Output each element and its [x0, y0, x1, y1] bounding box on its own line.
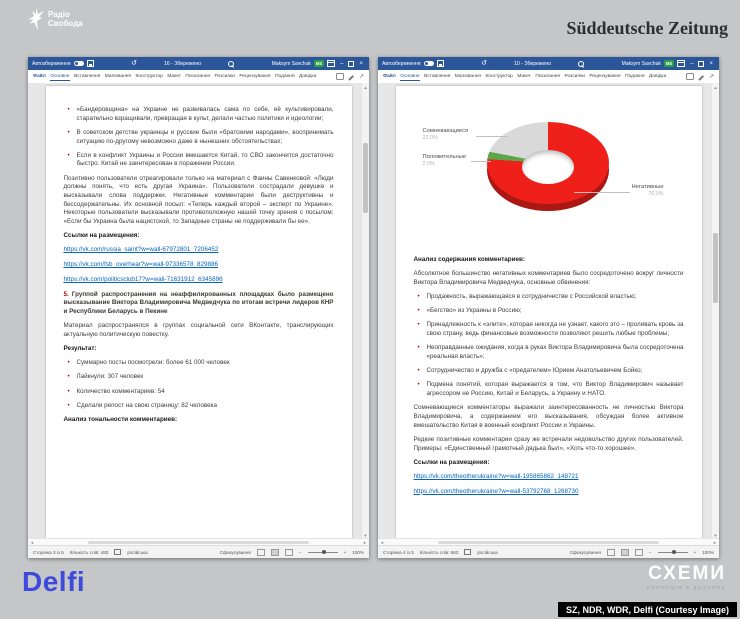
user-name[interactable]: Maksym Savchuk: [271, 60, 311, 67]
list-item: • Подмена понятий, которая выражается в том, что Виктор Владимирович называет агрессором не Россию, Китай и Беларусь, а Украину и НАТО.: [416, 381, 684, 398]
tab-home[interactable]: Основне: [50, 73, 70, 79]
title-bar: [28, 57, 369, 70]
document-page[interactable]: [396, 86, 702, 538]
leader-line: [476, 136, 508, 137]
scroll-down-icon[interactable]: ▼: [713, 532, 718, 538]
ribbon-options-icon[interactable]: [677, 60, 685, 67]
share-icon[interactable]: ↗: [708, 73, 714, 80]
web-layout-icon[interactable]: [635, 549, 643, 556]
zoom-slider[interactable]: [308, 552, 338, 553]
tone-heading: Анализ тональности комментариев:: [63, 415, 178, 423]
radio-svoboda-text: Радіо Свобода: [48, 9, 83, 28]
result-list: [64, 359, 334, 410]
scrollbar-thumb[interactable]: [713, 233, 718, 303]
list-item: • Если в конфликт Украины и России вмешается Китай, то СВО закончится достаточно быстро. Китай не заинтересован в поражении России.: [66, 152, 334, 169]
page-indicator[interactable]: Сторінка 3 із 5: [33, 549, 64, 555]
search-icon[interactable]: [578, 61, 584, 67]
save-icon[interactable]: [437, 60, 444, 67]
hscrollbar-thumb[interactable]: [88, 541, 309, 545]
radio-svoboda-logo: [28, 8, 83, 30]
paragraph: Редкие позитивные комментарии сразу же встречали недовольство других пользователей. Примеры: «Единственный грамотный дядька был», «Хоть что-то хорошее».: [413, 435, 684, 452]
title-bar: [378, 57, 719, 70]
list-item: • Сделали репост на свою страницу: 82 человека: [66, 402, 334, 411]
result-heading: Результат:: [63, 344, 97, 352]
vk-link[interactable]: https://vk.com/politicsclub17?w=wall-71631912_6345896: [63, 275, 223, 283]
list-item: • Сотрудничество и дружба с «предателем» Юрием Анатольевичем Бойко;: [416, 367, 684, 376]
user-presence-badge: MS: [665, 61, 673, 66]
chart-label-negative: Негативные 76.0%: [631, 184, 664, 198]
focus-mode-label[interactable]: Сфокусування: [569, 549, 601, 555]
delfi-logo: Delfi: [22, 566, 86, 597]
list-item: • Суммарно посты посмотрели: более 61 000 человек: [66, 359, 334, 368]
zoom-out-button[interactable]: −: [648, 549, 652, 555]
maximize-button[interactable]: [698, 61, 704, 67]
close-button[interactable]: ×: [359, 60, 363, 67]
list-item: • Принадлежность к «элите», которая никогда не узнает, какого это – проливать кровь за свою страну, ведь финансовые возможности позволяют решить любые проблемы;: [416, 321, 684, 338]
list-item: • Лайкнули: 307 человек: [66, 373, 334, 382]
schemes-logo: СХЕМИ КОРУПЦІЯ В ДЕТАЛЯХ: [646, 563, 726, 590]
courtesy-caption: SZ, NDR, WDR, Delfi (Courtesy Image): [558, 602, 737, 617]
vertical-scrollbar[interactable]: [361, 83, 369, 539]
paragraph: Материал распространялся в группах социальной сети ВКонтакте, транслирующих актуальную политическую повестку.: [63, 322, 334, 338]
tab-review[interactable]: Рецензування: [589, 74, 621, 79]
vk-link[interactable]: https://vk.com/theotherukraine?w=wall-53792768_1268730: [413, 487, 579, 495]
status-bar: [28, 545, 369, 558]
hscrollbar-thumb[interactable]: [438, 541, 659, 545]
tab-design[interactable]: Конструктор: [485, 74, 513, 79]
scroll-up-icon[interactable]: ▲: [363, 84, 368, 90]
document-area: [378, 83, 719, 539]
scroll-left-icon[interactable]: ◄: [30, 540, 34, 545]
word-window-left: [28, 57, 369, 558]
tab-mailings[interactable]: Розсилки: [564, 74, 585, 79]
undo-icon[interactable]: ↺: [481, 60, 487, 67]
status-bar: [378, 545, 719, 558]
editing-pen-icon[interactable]: [698, 74, 704, 80]
search-icon[interactable]: [228, 61, 234, 67]
zoom-level[interactable]: 100%: [352, 549, 364, 555]
document-area: [28, 83, 369, 539]
tab-insert[interactable]: Вставлення: [424, 74, 451, 79]
links-heading: Ссылки на размещения:: [413, 458, 490, 466]
donut-chart[interactable]: [414, 114, 684, 242]
list-item: • В советском детстве украинцы и русские были «братскими народами», воспринимать ситуацию по-другому невозможно даже в нынешних обстоятельствах;: [66, 129, 334, 146]
list-item: • Неоправданные ожидания, когда в руках Виктора Владимировича была сосредоточена «реальная власть»;: [416, 344, 684, 361]
content-heading: Анализ содержания комментариев:: [413, 256, 525, 263]
tab-review[interactable]: Рецензування: [239, 74, 271, 79]
tab-insert[interactable]: Вставлення: [74, 74, 101, 79]
chart-hole: [522, 150, 574, 184]
autosave-label: Автозбереження: [32, 60, 71, 67]
minimize-button[interactable]: –: [690, 60, 694, 67]
tab-file[interactable]: Файл: [383, 74, 396, 79]
leader-line: [471, 161, 491, 162]
chart-label-positive: Положительные 2.0%: [422, 154, 467, 168]
proofing-icon[interactable]: [464, 549, 471, 555]
user-presence-badge: MS: [315, 61, 323, 66]
scroll-up-icon[interactable]: ▲: [713, 84, 718, 90]
tab-help[interactable]: Довідка: [649, 74, 667, 79]
chart-label-doubters: Сомневающиеся 22.0%: [422, 128, 469, 142]
tab-layout[interactable]: Макет: [517, 74, 531, 79]
comments-icon[interactable]: [686, 73, 694, 80]
tab-references[interactable]: Посилання: [535, 74, 560, 79]
tab-draw[interactable]: Малювання: [454, 74, 481, 79]
tab-view[interactable]: Подання: [625, 74, 645, 79]
section-heading: 5. Группой распространения на неаффилированных площадках было размещено высказывание Виктора Владимировича Медведчука по итогам встречи лидеров КНР и Республики Беларусь в Пекине: [63, 290, 334, 315]
leader-line: [574, 192, 630, 193]
page-indicator[interactable]: Сторінка 4 із 5: [383, 549, 414, 555]
maximize-button[interactable]: [348, 61, 354, 67]
scroll-down-icon[interactable]: ▼: [363, 532, 368, 538]
tab-layout[interactable]: Макет: [167, 74, 181, 79]
language-indicator[interactable]: російська: [127, 549, 148, 555]
ribbon-tabs: [28, 70, 369, 84]
proofing-icon[interactable]: [114, 549, 121, 555]
undo-icon[interactable]: ↺: [131, 60, 137, 67]
list-item: • Количество комментариев: 54: [66, 388, 334, 397]
tab-references[interactable]: Посилання: [185, 74, 210, 79]
focus-mode-label[interactable]: Сфокусування: [219, 549, 251, 555]
ribbon-options-icon[interactable]: [327, 60, 335, 67]
tab-view[interactable]: Подання: [275, 74, 295, 79]
vk-link[interactable]: https://vk.com/theotherukraine?w=wall-195865862_148721: [413, 472, 579, 480]
user-name[interactable]: Maksym Savchuk: [621, 60, 661, 67]
links-heading: Ссылки на размещения:: [63, 232, 140, 240]
zoom-slider[interactable]: [658, 552, 688, 553]
document-title[interactable]: 10 - Збережено: [513, 60, 552, 67]
paragraph: Сомневающиеся комментаторы выражали заинтересованность не личностью Виктора Владимировича, а содержанием его высказывания, обсуждая более активное вмешательство Китая в военный конфликт России и Украины.: [413, 404, 684, 429]
vk-link[interactable]: https://vk.com/russia_saint?w=wall-67972801_7206452: [63, 246, 219, 254]
bird-icon: [28, 8, 44, 30]
word-count[interactable]: Кількість слів: 663: [419, 549, 459, 555]
autosave-label: Автозбереження: [382, 60, 421, 67]
document-page[interactable]: [46, 86, 352, 538]
tab-home[interactable]: Основне: [400, 73, 420, 79]
sueddeutsche-zeitung-logo: Süddeutsche Zeitung: [566, 18, 728, 38]
bullet-list: [414, 293, 684, 399]
bullet-list: [64, 106, 334, 169]
tab-mailings[interactable]: Розсилки: [214, 74, 235, 79]
paragraph: Абсолютное большинство негативных комментариев было сосредоточено вокруг личности Виктора Владимировича Медведчука, основные обвинения:: [413, 270, 684, 286]
list-item: • «Бандеровщина» на Украине не развивалась сама по себе, её культивировали, старательно взращивали, превращая в культ, делали частью политики и идеологии;: [66, 106, 334, 123]
word-window-right: [378, 57, 719, 558]
word-count[interactable]: Кількість слів: 483: [69, 549, 109, 555]
print-layout-icon[interactable]: [271, 549, 279, 556]
tab-design[interactable]: Конструктор: [135, 74, 163, 79]
read-mode-icon[interactable]: [607, 549, 615, 556]
scroll-right-icon[interactable]: ►: [713, 540, 717, 545]
document-title[interactable]: 16 - Збережено: [163, 60, 202, 67]
zoom-in-button[interactable]: +: [343, 549, 347, 555]
read-mode-icon[interactable]: [257, 549, 265, 556]
zoom-out-button[interactable]: −: [298, 549, 302, 555]
save-icon[interactable]: [87, 60, 94, 67]
tab-draw[interactable]: Малювання: [104, 74, 131, 79]
paragraph: Позитивно пользователи отреагировали только на материал с Фаины Савенковой: «Люди должны понять, что есть другая Украина». Пользователи сострадали девушке и высказывали слова поддержки. Негативные комментарии были деструктивны и бессодержательны. Их основной посыл: «Теперь каждый второй – эксперт по Украине». Некоторые пользователи высказывали противоположную нашей точку зрения с посылом: «Если бы Украина была нацистской, то Западные страны не поддерживали бы ее».: [63, 174, 334, 226]
zoom-in-button[interactable]: +: [693, 549, 697, 555]
print-layout-icon[interactable]: [621, 549, 629, 556]
zoom-level[interactable]: 100%: [702, 549, 714, 555]
editing-pen-icon[interactable]: [348, 74, 354, 80]
comments-icon[interactable]: [336, 73, 344, 80]
autosave-toggle[interactable]: [74, 61, 84, 66]
scroll-left-icon[interactable]: ◄: [380, 540, 384, 545]
vertical-scrollbar[interactable]: [711, 83, 719, 539]
list-item: • «Бегство» из Украины в Россию;: [416, 307, 684, 316]
scroll-right-icon[interactable]: ►: [363, 540, 367, 545]
share-icon[interactable]: ↗: [358, 73, 364, 80]
vk-link[interactable]: https://vk.com/fsb_overhear?w=wall-97336578_829886: [63, 261, 219, 269]
close-button[interactable]: ×: [709, 60, 713, 67]
tab-file[interactable]: Файл: [33, 74, 46, 79]
ribbon-tabs: [378, 70, 719, 84]
autosave-toggle[interactable]: [424, 61, 434, 66]
tab-help[interactable]: Довідка: [299, 74, 317, 79]
list-item: • Продажность, выражающаяся в сотрудничестве с Российской властью;: [416, 293, 684, 302]
language-indicator[interactable]: російська: [477, 549, 498, 555]
scrollbar-thumb[interactable]: [363, 143, 368, 213]
section-number: 5.: [63, 290, 69, 298]
minimize-button[interactable]: –: [340, 60, 344, 67]
web-layout-icon[interactable]: [285, 549, 293, 556]
